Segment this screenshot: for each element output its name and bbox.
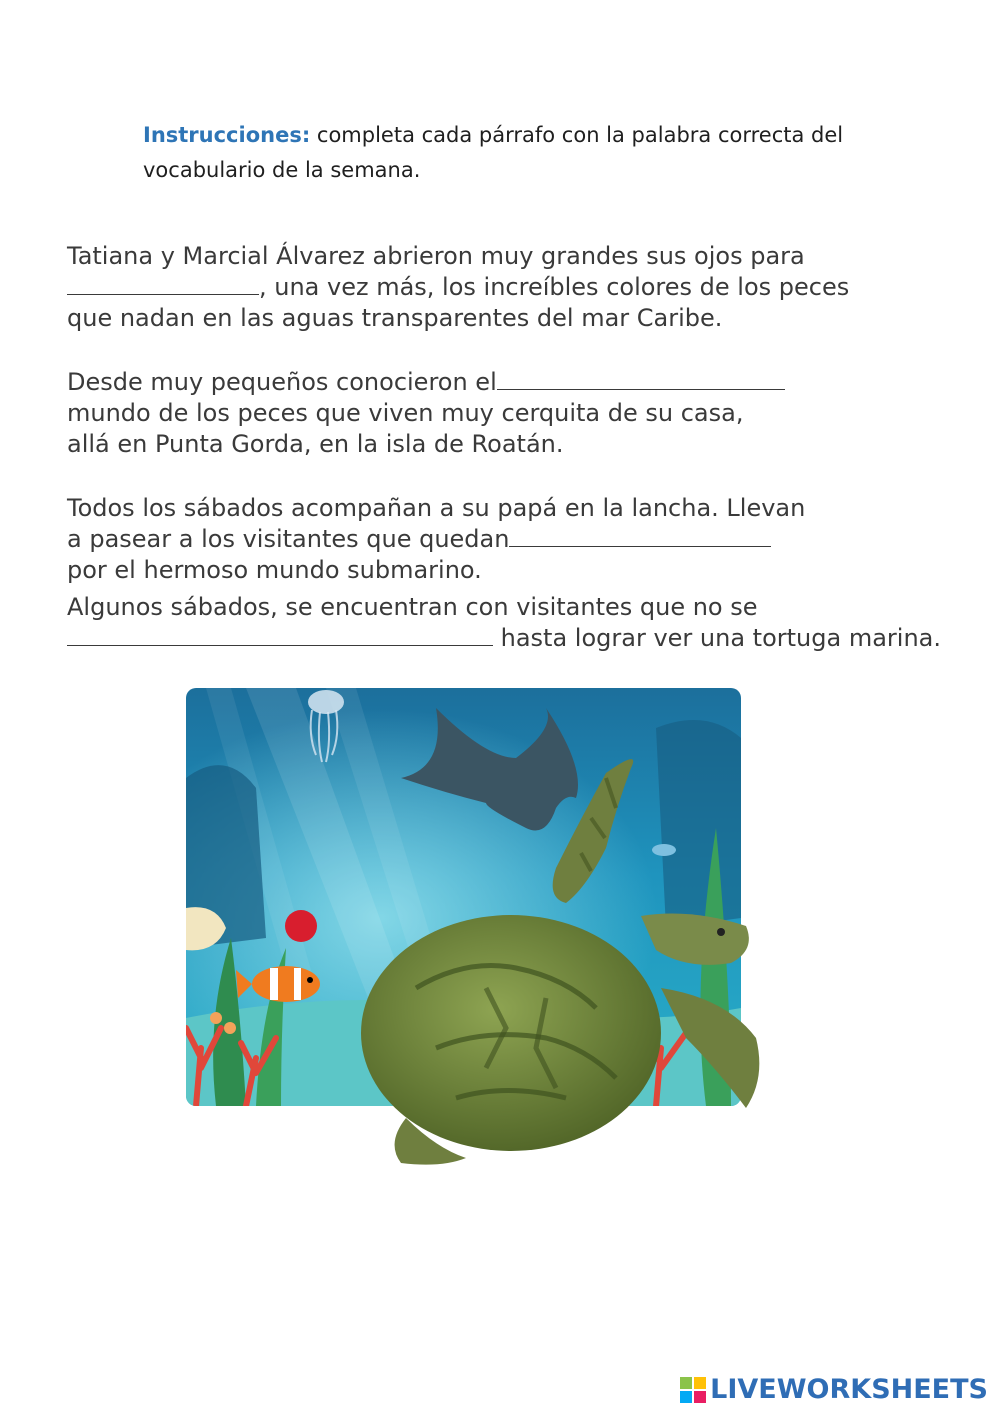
liveworksheets-logo-icon bbox=[680, 1377, 706, 1403]
paragraph-line bbox=[67, 272, 977, 303]
small-fish-icon bbox=[652, 844, 676, 856]
paragraph-text: hasta lograr ver una tortuga marina. bbox=[493, 624, 941, 652]
answer-blank-2[interactable] bbox=[497, 367, 785, 390]
paragraph-line bbox=[67, 493, 977, 524]
paragraph-text: Desde muy pequeños conocieron el bbox=[67, 368, 497, 396]
sea-turtle-illustration bbox=[186, 688, 786, 1173]
instructions-label: Instrucciones: bbox=[143, 123, 311, 147]
liveworksheets-brand bbox=[680, 1374, 988, 1405]
paragraph-3 bbox=[67, 493, 977, 586]
paragraph-text: mundo de los peces que viven muy cerquita de su casa, bbox=[67, 399, 744, 427]
paragraph-line bbox=[67, 592, 977, 623]
instructions bbox=[143, 118, 903, 188]
paragraph-text: por el hermoso mundo submarino. bbox=[67, 556, 482, 584]
paragraph-text: allá en Punta Gorda, en la isla de Roatán. bbox=[67, 430, 564, 458]
paragraph-line bbox=[67, 303, 977, 334]
paragraph-line bbox=[67, 429, 977, 460]
instructions-text-line2: vocabulario de la semana. bbox=[143, 158, 421, 182]
paragraph-text: , una vez más, los increíbles colores de los peces bbox=[259, 273, 850, 301]
instructions-text-line1: completa cada párrafo con la palabra correcta del bbox=[310, 123, 844, 147]
paragraph-1 bbox=[67, 241, 977, 334]
paragraph-4 bbox=[67, 592, 977, 654]
answer-blank-4[interactable] bbox=[67, 623, 493, 646]
paragraph-line bbox=[67, 367, 977, 398]
paragraph-line bbox=[67, 241, 977, 272]
paragraph-text: Algunos sábados, se encuentran con visitantes que no se bbox=[67, 593, 758, 621]
paragraph-line bbox=[67, 398, 977, 429]
paragraph-text: Todos los sábados acompañan a su papá en la lancha. Llevan bbox=[67, 494, 806, 522]
paragraph-line bbox=[67, 623, 977, 654]
paragraph-text: a pasear a los visitantes que quedan bbox=[67, 525, 510, 553]
answer-blank-1[interactable] bbox=[67, 272, 259, 295]
answer-blank-3[interactable] bbox=[509, 524, 771, 547]
liveworksheets-wordmark: LIVEWORKSHEETS bbox=[710, 1374, 988, 1405]
paragraph-2 bbox=[67, 367, 977, 460]
paragraph-text: Tatiana y Marcial Álvarez abrieron muy grandes sus ojos para bbox=[67, 242, 805, 270]
paragraph-text: que nadan en las aguas transparentes del mar Caribe. bbox=[67, 304, 723, 332]
paragraph-line bbox=[67, 555, 977, 586]
paragraph-line bbox=[67, 524, 977, 555]
